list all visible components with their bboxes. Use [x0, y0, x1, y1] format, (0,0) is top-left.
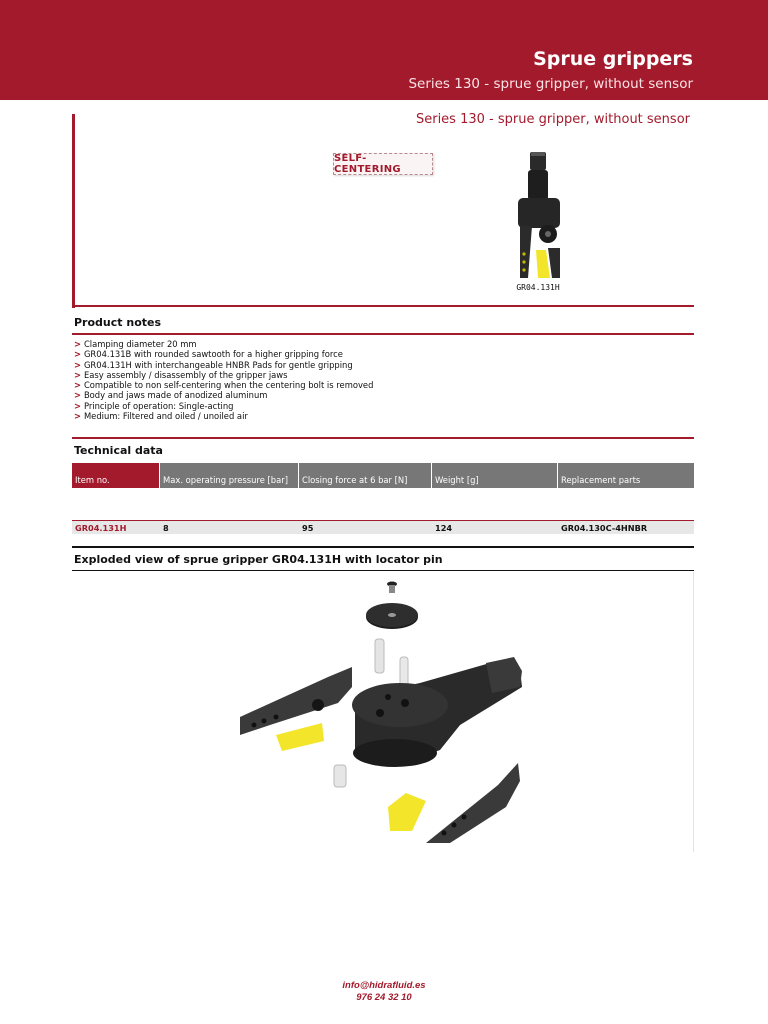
product-notes-list — [74, 339, 373, 421]
table-row — [72, 520, 694, 534]
note-item: > Body and jaws made of anodized aluminum — [74, 390, 373, 400]
gripper-photo — [508, 150, 568, 282]
product-notes-title: Product notes — [74, 316, 162, 329]
cell-closing-force: 95 — [302, 523, 314, 533]
note-item: > Medium: Filtered and oiled / unoiled air — [74, 411, 373, 421]
cell-pressure: 8 — [163, 523, 169, 533]
page-subtitle: Series 130 - sprue gripper, without sensor — [408, 76, 693, 92]
page-title: Sprue grippers — [533, 48, 693, 70]
cell-replacement-parts: GR04.130C-4HNBR — [561, 523, 648, 533]
product-section-rule — [72, 114, 75, 308]
technical-data-title: Technical data — [74, 444, 163, 457]
technical-data-divider-top — [72, 437, 694, 439]
cell-weight: 124 — [435, 523, 453, 533]
series-label: Series 130 - sprue gripper, without sensor — [415, 112, 690, 127]
exploded-view-divider-bottom — [72, 570, 694, 571]
footer-phone: 976 24 32 10 — [356, 992, 412, 1003]
column-header-replacement-parts: Replacement parts — [561, 475, 641, 485]
product-notes-divider — [72, 333, 694, 335]
exploded-view-title: Exploded view of sprue gripper GR04.131H with locator pin — [74, 553, 443, 566]
note-item: > Easy assembly / disassembly of the gripper jaws — [74, 370, 373, 380]
column-header-pressure: Max. operating pressure [bar] — [160, 463, 299, 488]
exploded-view-border — [693, 572, 694, 852]
exploded-view-image — [230, 575, 530, 850]
photo-caption: GR04.131H — [516, 283, 560, 292]
exploded-view-divider-top — [72, 546, 694, 548]
note-item: > GR04.131H with interchangeable HNBR Pads for gentle gripping — [74, 360, 373, 370]
note-item: > GR04.131B with rounded sawtooth for a higher gripping force — [74, 349, 373, 359]
column-header-closing-force: Closing force at 6 bar [N] — [299, 463, 432, 488]
table-header-row — [72, 463, 694, 488]
note-item: > Principle of operation: Single-acting — [74, 401, 373, 411]
column-header-weight: Weight [g] — [432, 463, 558, 488]
column-header-item-no: Item no. — [72, 463, 160, 488]
note-item: > Clamping diameter 20 mm — [74, 339, 373, 349]
self-centering-badge: SELF-CENTERING — [333, 153, 433, 175]
note-item: > Compatible to non self-centering when the centering bolt is removed — [74, 380, 373, 390]
cell-item-no: GR04.131H — [75, 523, 127, 533]
product-section-underline — [72, 305, 694, 307]
footer-email[interactable]: info@hidrafluid.es — [342, 980, 426, 991]
